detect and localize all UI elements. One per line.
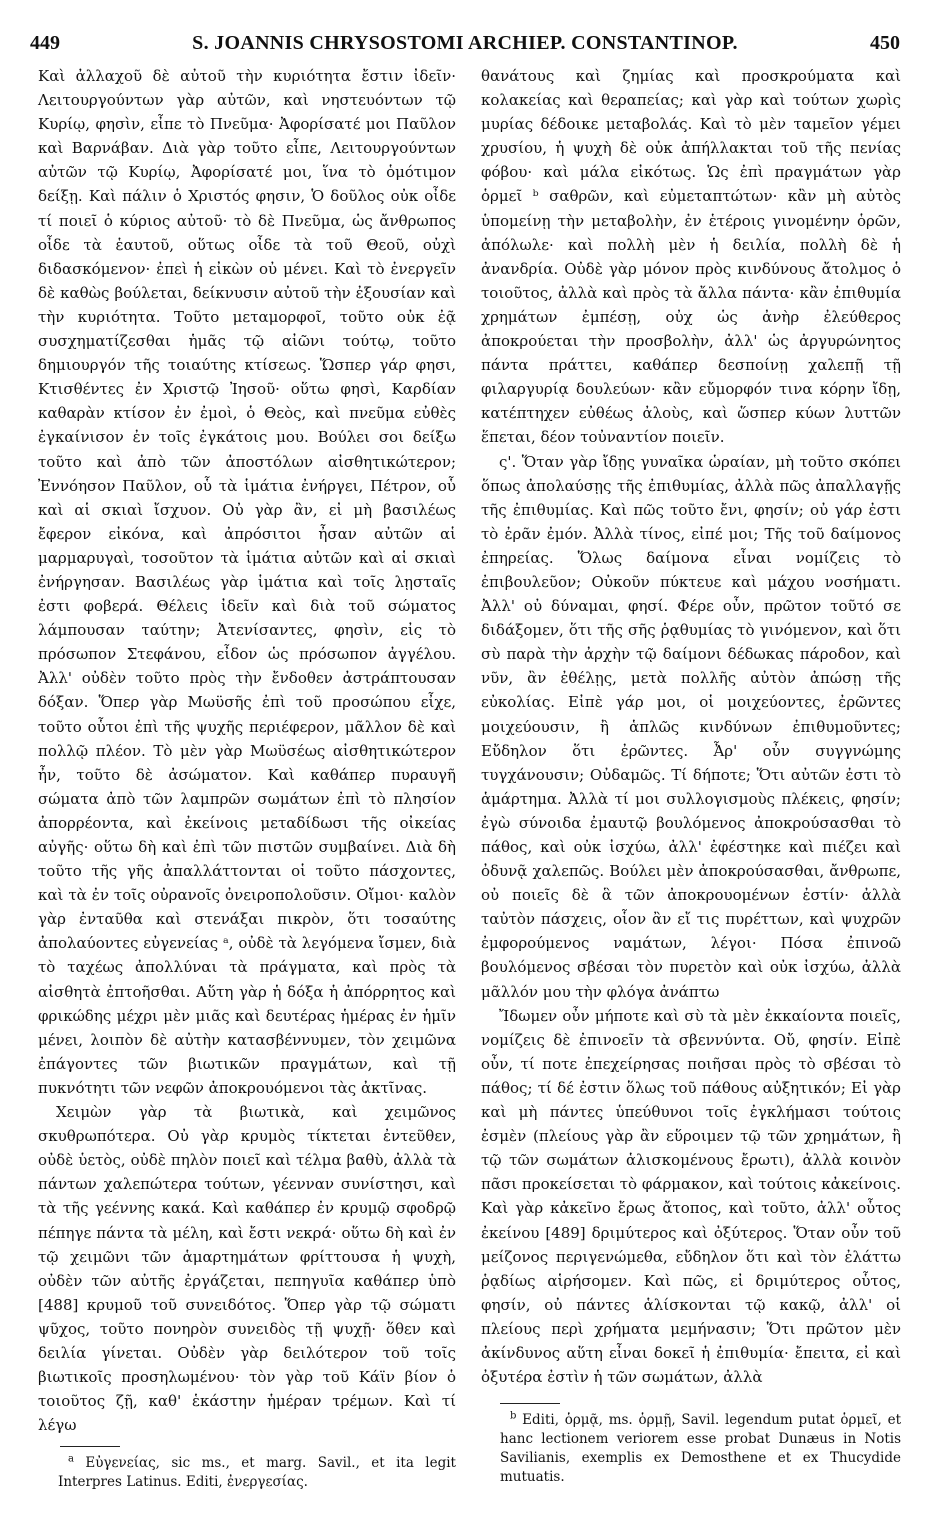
left-paragraph-1: Καὶ ἀλλαχοῦ δὲ αὐτοῦ τὴν κυριότητα ἔστιν ἰδεῖν· Λειτουργούντων γὰρ αὐτῶν, καὶ νηστευόντων τῷ Κυρίῳ, φησὶν, εἶπε τὸ Πνεῦμα· Ἀφορίσατέ μοι Παῦλον καὶ Βαρνάβαν. Διὰ γὰρ τοῦτο εἶπε, Λειτουργούντων αὐτῶν τῷ Κυρίῳ, Ἀφορίσατέ μοι, ἵνα τὸ ὁμότιμον δείξῃ. Καὶ πάλιν ὁ Χριστός φησιν, Ὁ δοῦλος οὐκ οἶδε τί ποιεῖ ὁ κύριος αὐτοῦ· τὸ δὲ Πνεῦμα, ὡς ἄνθρωπος οἶδε τὰ ἑαυτοῦ, οὕτως οἶδε τὰ τοῦ Θεοῦ, οὐχὶ διδασκόμενον· ἐπεὶ ἡ εἰκὼν οὐ μένει. Καὶ τὸ ἐνεργεῖν δὲ καθὼς βούλεται, δείκνυσιν αὐτοῦ τὴν ἐξουσίαν καὶ τὴν κυριότητα. Τοῦτο μεταμορφοῖ, τοῦτο οὐκ ἐᾷ συσχηματίζεσθαι ἡμᾶς τῷ αἰῶνι τούτῳ, τοῦτο δημιουργόν τῆς τοιαύτης κτίσεως. Ὥσπερ γάρ φησι, Κτισθέντες ἐν Χριστῷ Ἰησοῦ· οὕτω φησὶ, Καρδίαν καθαρὰν κτίσον ἐν ἐμοὶ, ὁ Θεὸς, καὶ πνεῦμα εὐθὲς ἐγκαίνισον ἐν τοῖς ἐγκάτοις μου. Βούλει σοι δείξω τοῦτο καὶ ἀπὸ τῶν ἀποστόλων αἰσθητικώτερον; Ἐννόησον Παῦλον, οὗ τὰ ἱμάτια ἐνήργει, Πέτρον, οὗ καὶ αἱ σκιαὶ ἴσχυον. Οὐ γὰρ ἂν, εἰ μὴ βασιλέως ἔφερον εἰκόνα, καὶ ἀπρόσιτοι ἦσαν αὐτῶν αἱ μαρμαρυγαὶ, τοσοῦτον τὰ ἱμάτια αὐτῶν καὶ αἱ σκιαὶ ἐνήργησαν. Βασιλέως γὰρ ἱμάτια καὶ τοῖς λῃσταῖς ἐστι φοβερά. Θέλεις ἰδεῖν καὶ διὰ τοῦ σώματος λάμπουσαν ταύτην; Ἀτενίσαντες, φησὶν, εἰς τὸ πρόσωπον Στεφάνου, εἶδον ὡς πρόσωπον ἀγγέλου. Ἀλλ' οὐδὲν τοῦτο πρὸς τὴν ἔνδοθεν ἀστράπτουσαν δόξαν. Ὅπερ γὰρ Μωϋσῆς ἐπὶ τοῦ προσώπου εἶχε, τοῦτο οὗτοι ἐπὶ τῆς ψυχῆς περιέφερον, μᾶλλον δὲ καὶ πολλῷ πλέον. Τὸ μὲν γὰρ Μωϋσέως αἰσθητικώτερον ἦν, τοῦτο δὲ ἀσώματον. Καὶ καθάπερ πυραυγῆ σώματα ἀπὸ τῶν λαμπρῶν σωμάτων ἐπὶ τὸ πλησίον ἀπορρέοντα, καὶ ἐκείνοις μεταδίδωσι τῆς οἰκείας αὐγῆς· οὕτω δὴ καὶ ἐπὶ τῶν πιστῶν συμβαίνει. Διὰ δὴ τοῦτο τῆς γῆς ἀπαλλάττονται οἱ τοῦτο πάσχοντες, καὶ τὰ ἐν τοῖς οὐρανοῖς ὀνειροπολοῦσιν. Οἴμοι· καλὸν γὰρ ἐνταῦθα καὶ στενάξαι πικρὸν, ὅτι τοσαύτης ἀπολαύοντες εὐγενείας ᵃ, οὐδὲ τὰ λεγόμενα ἴσμεν, διὰ τὸ ταχέως ἀπολλύναι τὰ πράγματα, καὶ πρὸς τὰ αἰσθητὰ ἐπτοῆσθαι. Αὕτη γὰρ ἡ δόξα ἡ ἀπόρρητος καὶ φρικώδης μέχρι μὲν μιᾶς καὶ δευτέρας ἡμέρας ἐν ἡμῖν μένει, λοιπὸν δὲ αὐτὴν κατασβέννυμεν, τὸν χειμῶνα ἐπάγοντες τῶν βιωτικῶν πραγμάτων, καὶ τῇ πυκνότητι τῶν νεφῶν ἀποκρουόμενοι τὰς ἀκτῖνας. bbox=[38, 67, 456, 1097]
footnote-mark-b: b bbox=[510, 1410, 517, 1422]
right-column bbox=[481, 64, 901, 1389]
footnote-rule-right bbox=[500, 1403, 560, 1404]
left-paragraph-2: Χειμὼν γὰρ τὰ βιωτικὰ, καὶ χειμῶνος σκυθρωπότερα. Οὐ γὰρ κρυμὸς τίκτεται ἐντεῦθεν, οὐδὲ ὑετὸς, οὐδὲ πηλὸν ποιεῖ καὶ τέλμα βαθὺ, ἀλλὰ τὰ πάντων χαλεπώτερα τούτων, γέενναν συνίστησι, καὶ τὰ τῆς γεέννης κακά. Καὶ καθάπερ ἐν κρυμῷ σφοδρῷ πέπηγε πάντα τὰ μέλη, καὶ ἔστι νεκρά· οὕτω δὴ καὶ ἐν τῷ χειμῶνι τῶν ἁμαρτημάτων φρίττουσα ἡ ψυχὴ, οὐδὲν τῶν αὐτῆς ἐργάζεται, πεπηγυῖα καθάπερ ὑπὸ [488] κρυμοῦ τοῦ συνειδότος. Ὅπερ γὰρ τῷ σώματι ψῦχος, τοῦτο πονηρὸν συνειδὸς τῇ ψυχῇ· ὅθεν καὶ δειλία γίνεται. Οὐδὲν γὰρ δειλότερον τοῦ τοῖς βιωτικοῖς προσηλωμένου· τὸν γὰρ τοῦ Κάϊν βίον ὁ τοιοῦτος ζῇ, καθ' ἑκάστην ἡμέραν τρέμων. Καὶ τί λέγω bbox=[38, 1103, 456, 1435]
footnote-text-a: Εὐγενείας, sic ms., et marg. Savil., et ita legit Interpres Latinus. Editi, ἐνεργεσίας. bbox=[58, 1455, 456, 1490]
footnote-right bbox=[500, 1411, 901, 1487]
footnote-left bbox=[58, 1454, 456, 1492]
left-column bbox=[38, 64, 456, 1437]
right-paragraph-1: θανάτους καὶ ζημίας καὶ προσκρούματα καὶ κολακείας καὶ θεραπείας; καὶ γὰρ καὶ τούτων χωρὶς μυρίας δέδοικε μεταβολάς. Καὶ τὸ μὲν ταμεῖον γέμει χρυσίου, ἡ ψυχὴ δὲ οὐκ ἀπήλλακται τοῦ τῆς πενίας φόβου· καὶ μάλα εἰκότως. Ὡς ἐπὶ πραγμάτων γὰρ ὁρμεῖ ᵇ σαθρῶν, καὶ εὐμεταπτώτων· κἂν μὴ αὐτὸς ὑπομείνῃ τὴν μεταβολὴν, ἐν ἑτέροις γινομένην ὁρῶν, ἀπόλωλε· καὶ πολλὴ μὲν ἡ δειλία, πολλὴ δὲ ἡ ἀνανδρία. Οὐδὲ γὰρ μόνον πρὸς κινδύνους ἄτολμος ὁ τοιοῦτος, ἀλλὰ καὶ πρὸς τὰ ἄλλα πάντα· κἂν ἐπιθυμία χρημάτων ἐμπέσῃ, οὐχ ὡς ἀνὴρ ἐλεύθερος ἀποκρούεται τὴν προσβολὴν, ἀλλ' ὡς ἀργυρώνητος πάντα πράττει, καθάπερ δεσποίνῃ χαλεπῇ τῇ φιλαργυρίᾳ δουλεύων· κἂν εὔμορφόν τινα κόρην ἴδῃ, κατέπτηχεν εὐθέως ἀλοὺς, καὶ ὥσπερ κύων λυττῶν ἕπεται, δέον τοὐναντίον ποιεῖν. bbox=[481, 67, 901, 447]
page-header bbox=[30, 32, 900, 56]
footnote-text-b: Editi, ὁρμᾷ, ms. ὁρμῇ, Savil. legendum putat ὁρμεῖ, et hanc lectionem veriorem esse probat Dunæus in Notis Savilianis, exemplis ex Demosthene et ex Thucydide mutuatis. bbox=[500, 1412, 901, 1485]
right-paragraph-3: Ἴδωμεν οὖν μήποτε καὶ σὺ τὰ μὲν ἐκκαίοντα ποιεῖς, νομίζεις δὲ ἐπινοεῖν τὰ σβεννύντα. Οὔ, φησίν. Εἰπὲ οὖν, τί ποτε ἐπεχείρησας ποιῆσαι πρὸς τὸ σβέσαι τὸ πάθος; τί δέ ἐστιν ὅλως τοῦ πάθους αὐξητικόν; Εἰ γὰρ καὶ μὴ πάντες ὑπεύθυνοι τοῖς ἐγκλήμασι τούτοις ἐσμὲν (πλείους γὰρ ἂν εὕροιμεν τῷ τῶν χρημάτων, ἢ τῷ τῶν σωμάτων ἁλισκομένους ἔρωτι), ἀλλὰ κοινὸν πᾶσι προκείσεται τὸ φάρμακον, καὶ τούτοις κἀκείνοις. Καὶ γὰρ κἀκεῖνο ἔρως ἄτοπος, καὶ τοῦτο, ἀλλ' οὗτος ἐκείνου [489] δριμύτερος καὶ ὀξύτερος. Ὅταν οὖν τοῦ μείζονος περιγενώμεθα, εὔδηλον ὅτι καὶ τὸν ἐλάττω ῥᾳδίως αἱρήσομεν. Καὶ πῶς, εἰ δριμύτερος οὗτος, φησίν, οὐ πάντες ἁλίσκονται τῷ κακῷ, ἀλλ' οἱ πλείους περὶ χρήματα μεμήνασιν; Ὅτι πρῶτον μὲν ἀκίνδυνος αὕτη εἶναι δοκεῖ ἡ ἐπιθυμία· ἔπειτα, εἰ καὶ ὀξυτέρα ἐστὶν ἡ τῶν σωμάτων, ἀλλὰ bbox=[481, 1006, 901, 1387]
footnote-mark-a: a bbox=[68, 1453, 74, 1465]
right-paragraph-2: ς'. Ὅταν γὰρ ἴδῃς γυναῖκα ὡραίαν, μὴ τοῦτο σκόπει ὅπως ἀπολαύσῃς τῆς ἐπιθυμίας, ἀλλὰ πῶς ἀπαλλαγῇς τῆς ἐπιθυμίας. Καὶ πῶς τοῦτο ἔνι, φησίν; οὐ γάρ ἐστι τὸ ἐρᾶν ἐμόν. Ἀλλὰ τίνος, εἰπέ μοι; Τῆς τοῦ δαίμονος ἐπηρείας. Ὅλως δαίμονα εἶναι νομίζεις τὸ ἐπιβουλεῦον; Οὐκοῦν πύκτευε καὶ μάχου νοσήματι. Ἀλλ' οὐ δύναμαι, φησί. Φέρε οὖν, πρῶτον τοῦτό σε διδάξομεν, ὅτι τῆς σῆς ῥᾳθυμίας τὸ γινόμενον, καὶ ὅτι σὺ παρὰ τὴν ἀρχὴν τῷ δαίμονι δέδωκας πάροδον, καὶ νῦν, ἂν ἐθέλῃς, μετὰ πολλῆς αὐτὸν ἀπώσῃ τῆς εὐκολίας. Εἰπὲ γάρ μοι, οἱ μοιχεύοντες, ἐρῶντες μοιχεύουσιν, ἢ ἁπλῶς κινδύνων ἐπιθυμοῦντες; Εὔδηλον ὅτι ἐρῶντες. Ἆρ' οὖν συγγνώμης τυγχάνουσιν; Οὐδαμῶς. Τί δήποτε; Ὅτι αὐτῶν ἐστι τὸ ἁμάρτημα. Ἀλλὰ τί μοι συλλογισμοὺς πλέκεις, φησίν; ἐγὼ σύνοιδα ἐμαυτῷ βουλόμενος ἀποκρούσασθαι τὸ πάθος, καὶ οὐκ ἰσχύω, ἀλλ' ἐφέστηκε καὶ πιέζει καὶ ὀδυνᾷ χαλεπῶς. Βούλει μὲν ἀποκρούσασθαι, ἄνθρωπε, οὐ ποιεῖς δὲ ἃ τῶν ἀποκρουομένων ἐστίν· ἀλλὰ ταὐτὸν πάσχεις, οἷον ἂν εἴ τις πυρέττων, καὶ ψυχρῶν ἐμφορούμενος ναμάτων, λέγοι· Πόσα ἐπινοῶ βουλόμενος σβέσαι τὸν πυρετὸν καὶ οὐκ ἰσχύω, ἀλλὰ μᾶλλόν μου τὴν φλόγα ἀνάπτω bbox=[481, 452, 901, 1001]
footnote-rule-left bbox=[60, 1446, 120, 1447]
page-number-right: 450 bbox=[870, 32, 900, 54]
page-number-left: 449 bbox=[30, 32, 60, 54]
running-title: S. JOANNIS CHRYSOSTOMI ARCHIEP. CONSTANTINOP. bbox=[192, 32, 738, 54]
